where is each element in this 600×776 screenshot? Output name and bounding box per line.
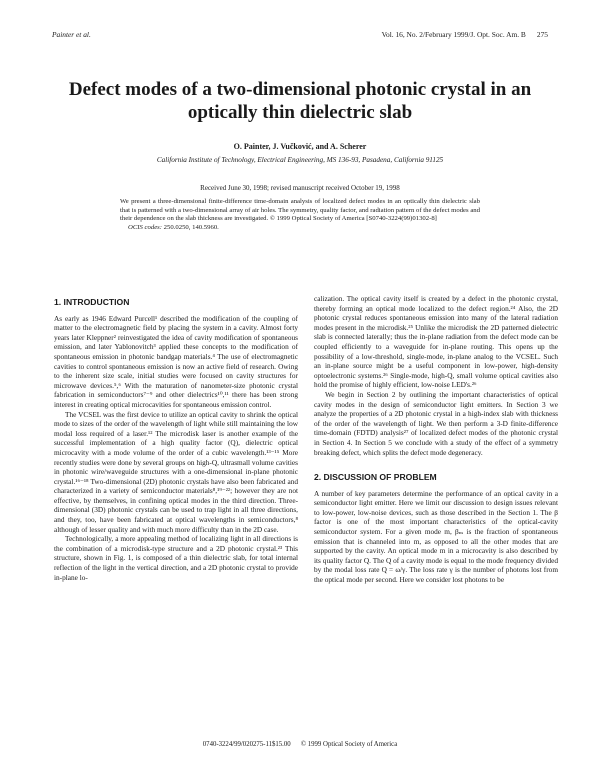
discussion-paragraph-1: A number of key parameters determine the performance of an optical cavity in a semiconductor light emitter. Here we limit our discussion to design issues relevant to low-power, low-noise devices, such as those described in the Section 1. The β factor is one of the most important characteristics of the optical-cavity semiconductor system. For a given mode m, βₘ is the fraction of spontaneous emission that is channeled into m, as opposed to all the other modes that are supported by the cavity. An optical mode m in a microcavity is also described by its quality factor Q. The Q of a cavity mode is equal to the mode frequency divided by the modal loss rate Q = ω/γ. The loss rate γ is the number of photons lost from the optical mode per second. Here we consider lost photons to be [314,488,558,585]
intro-paragraph-1: As early as 1946 Edward Purcell¹ described the modification of the coupling of matter to the electromagnetic field by placing the system in a cavity. Almost forty years later Kleppner² reinvestigated the idea of cavity modification of spontaneous emission, and later Yablonovitch³ applied these concepts to the modification of spontaneous emission in photonic bandgap materials.⁴ The use of electromagnetic cavities to control spontaneous emission is now an active field of research. Owing to the inherent size scale, initial studies were focused on cavity structures for microwave devices.⁵,⁶ With the maturation of nanometer-size photonic crystal fabrication in semiconductors⁷⁻⁹ and other dielectrics¹⁰,¹¹ there has been strong interest in creating optical microcavities for spontaneous emission control. [54,313,298,409]
intro-paragraph-outline: We begin in Section 2 by outlining the important characteristics of optical cavity modes in the design of semiconductor light emitters. In Section 3 we analyze the properties of a 2D photonic crystal in a high-index slab with thickness of the order of the wavelength of light. We then perform a 3-D finite-difference time-domain (FDTD) analysis²⁷ of localized defect modes of the photonic crystal in Section 4. In Section 5 we conclude with a study of the effect of a symmetry breaking defect, which splits the defect mode degeneracy. [314,389,558,457]
right-column [314,294,558,585]
ocis-codes: 250.0250, 140.5960. [163,223,219,231]
abstract [120,198,480,232]
abstract-text: We present a three-dimensional finite-difference time-domain analysis of localized defect modes in an optically thin dielectric slab that is patterned with a two-dimensional array of air holes. The symmetry, quality factor, and radiation pattern of the defect modes and their dependence on the slab thickness are investigated. © 1999 Optical Society of America [S0740-3224(99)01302-8] [120,198,480,223]
intro-paragraph-continued: calization. The optical cavity itself is created by a defect in the photonic crystal, thereby forming an optical mode localized to the defect region.²⁴ Also, the 2D photonic crystal reduces spontaneous emission into many of the lateral radiation modes present in the microdisk.²⁵ Unlike the microdisk the 2D patterned dielectric slab is connected laterally; thus the in-plane radiation from the defect mode can be coupled efficiently to a waveguide for in-plane routing. This opens up the possibility of a low-threshold, single-mode, in-plane analog to the VCSEL. Such an in-plane source might be a useful component in low-power, high-density optoelectronic systems.²⁶ Single-mode, high-Q, small volume optical cavities also hold the promise of highly efficient, low-noise LED's.²⁶ [314,294,558,390]
intro-paragraph-3: Technologically, a more appealing method of localizing light in all directions is the combination of a microdisk-type structure and a 2D photonic crystal.²³ This structure, shown in Fig. 1, is composed of a thin dielectric slab, for total internal reflection of the light in the vertical direction, and a 2D photonic crystal to provide in-plane lo- [54,534,298,582]
section-heading-introduction: 1. INTRODUCTION [54,297,130,307]
running-head-journal: Vol. 16, No. 2/February 1999/J. Opt. Soc. Am. B 275 [381,30,548,39]
ocis-label: OCIS codes: [128,223,162,231]
left-column [54,294,298,582]
running-head-authors: Painter et al. [52,30,91,39]
intro-paragraph-2: The VCSEL was the first device to utilize an optical cavity to shrink the optical mode to sizes of the order of the wavelength of light while still maintaining the low modal loss required of a laser.¹² The microdisk laser is another example of the successful implementation of a high quality factor (Q), dielectric optical microcavity with a mode volume of the order of a cubic wavelength.¹³⁻¹⁵ More recently studies were done by several groups on high-Q, ultrasmall volume cavities in photonic wire/waveguide structures with a one-dimensional in-plane photonic crystal.¹⁶⁻¹⁸ Two-dimensional (2D) photonic crystals have also been fabricated and characterized in a variety of semiconductor materials⁸,¹⁹⁻²²; however they are not effective, by themselves, in confining optical modes in the third direction. Three-dimensional (3D) photonic crystals can be used to trap light in all three directions, and they, too, have been fabricated at optical wavelengths in semiconductors,⁸ although of lesser quality and with much more difficulty than in the 2D case. [54,409,298,534]
page-footer: 0740-3224/99/020275-11$15.00 © 1999 Optical Society of America [202,741,398,748]
section-gap [314,457,558,469]
section-heading-discussion: 2. DISCUSSION OF PROBLEM [314,472,437,483]
paper-authors: O. Painter, J. Vučković, and A. Scherer [233,142,367,151]
author-affiliation: California Institute of Technology, Electrical Engineering, MS 136-93, Pasadena, California 91125 [156,156,444,164]
running-head [52,30,548,42]
ocis-codes-line [120,224,480,233]
received-dates: Received June 30, 1998; revised manuscript received October 19, 1998 [200,184,400,192]
paper-title: Defect modes of a two-dimensional photonic crystal in an optically thin dielectric slab [68,79,532,123]
